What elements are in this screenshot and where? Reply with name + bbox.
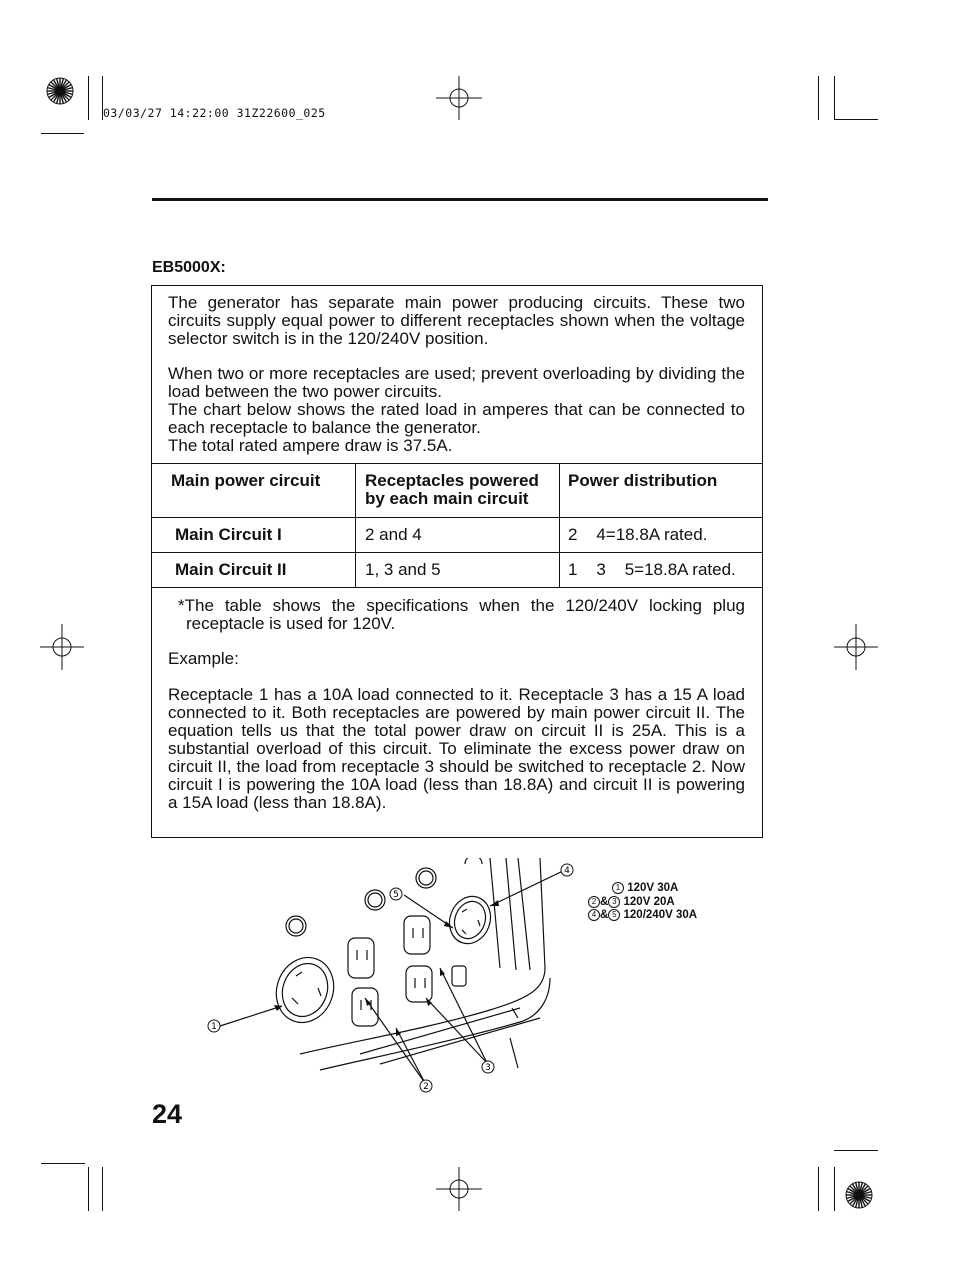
crosshair-icon (834, 624, 878, 670)
table-row-distribution: 1 3 5=18.8A rated. (568, 560, 736, 579)
registration-starburst-icon (40, 76, 80, 116)
table-row-receptacles: 2 and 4 (365, 525, 422, 544)
header-rule (152, 198, 768, 201)
legend-item: 4 & 5 120/240V 30A (588, 909, 697, 923)
callout-3: 3 (485, 1063, 491, 1073)
header-power-distribution: Power distribution (568, 471, 718, 490)
table-row-distribution: 2 4=18.8A rated. (568, 525, 708, 544)
table-note: *The table shows the specifications when the 120/240V locking plug receptacle is used for 120V. (178, 596, 745, 633)
table-row-receptacles: 1, 3 and 5 (365, 560, 441, 579)
header-main-power-circuit: Main power circuit (171, 471, 321, 490)
example-label: Example: (168, 649, 239, 668)
callout-5: 5 (393, 890, 399, 900)
model-heading: EB5000X: (152, 259, 226, 276)
example-paragraph: Receptacle 1 has a 10A load connected to it. Receptacle 3 has a 15 A load connected to it. Both receptacles are powered by main power circuit II. The equation tells us that the total power draw on circuit II is 25A. This is a substantial overload of this circuit. To eliminate the excess power draw on circuit II, the load from receptacle 3 should be switched to receptacle 2. Now circuit I is powering the 10A load (less than 18.8A) and circuit II is powering a 15A load (less than 18.8A). (168, 685, 745, 812)
registration-starburst-icon (839, 1180, 879, 1220)
callout-4: 4 (564, 866, 570, 876)
chart-paragraph: The chart below shows the rated load in amperes that can be connected to each receptacle to balance the generator. (168, 400, 745, 437)
total-draw-text: The total rated ampere draw is 37.5A. (168, 436, 453, 455)
intro-paragraph: The generator has separate main power producing circuits. These two circuits supply equal power to different receptacles shown when the voltage selector switch is in the 120/240V position. (168, 293, 745, 348)
crosshair-icon (40, 624, 84, 670)
legend-item: 1 120V 30A (612, 882, 697, 896)
table-row-circuit: Main Circuit II (175, 560, 287, 579)
header-receptacles: Receptacles powered by each main circuit (365, 471, 539, 508)
crosshair-icon (436, 76, 482, 120)
overload-paragraph: When two or more receptacles are used; prevent overloading by dividing the load between the two power circuits. (168, 364, 745, 401)
table-row-circuit: Main Circuit I (175, 525, 282, 544)
receptacle-panel-figure (200, 858, 600, 1094)
crosshair-icon (436, 1167, 482, 1211)
figure-legend (591, 882, 698, 923)
callout-1: 1 (211, 1022, 217, 1032)
print-stamp: 03/03/27 14:22:00 31Z22600_025 (103, 106, 326, 120)
legend-item: 2 & 3 120V 20A (588, 896, 697, 910)
callout-2: 2 (423, 1082, 429, 1092)
page-number: 24 (152, 1099, 183, 1129)
